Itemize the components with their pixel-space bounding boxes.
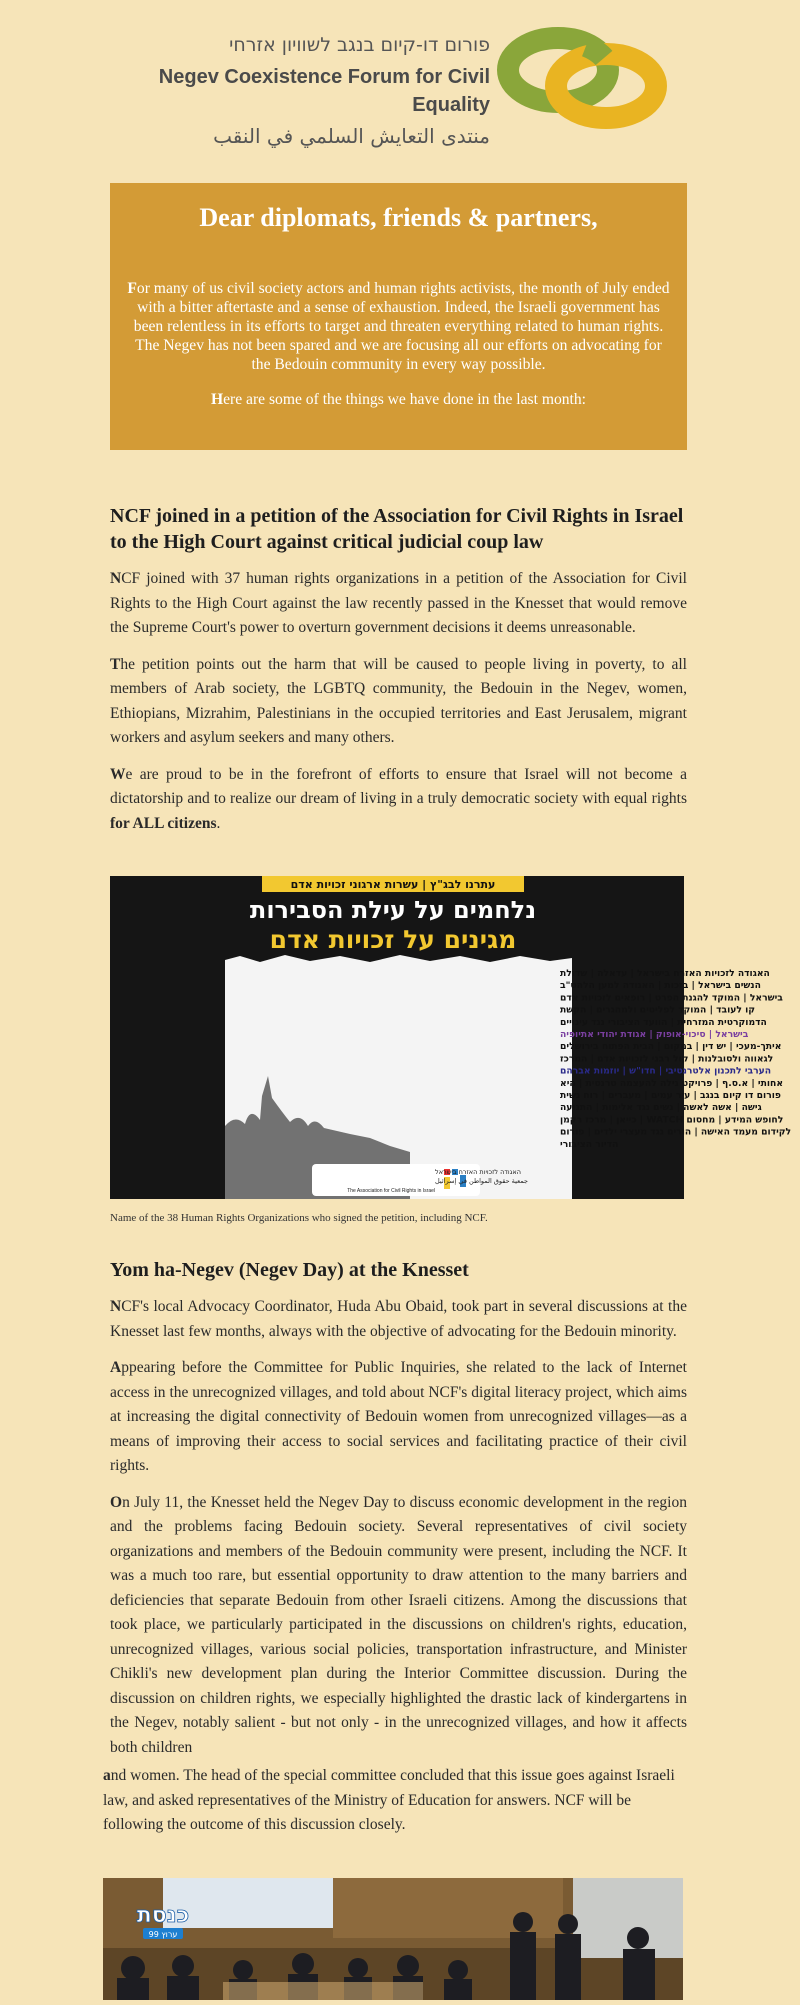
knesset-channel-logo: כנסת [136,1903,190,1928]
article-paragraph: and women. The head of the special committee concluded that this issue goes against Israeli law, and asked representatives of the Ministry of Education for answers. NCF will be following the outcome of this discussion closely. [103,1767,675,1833]
org-name-block [130,33,490,151]
article-paragraph: The petition points out the harm that will be caused to people living in poverty, to all members of Arab society, the LGBTQ community, the Bedouin in the Negev, women, Ethiopians, Mizrahim, Palestinians in the occupied territories and East Jerusalem, migrant workers and asylum seekers and many others. [110,655,687,746]
knesset-photo-graphic [103,1878,683,2000]
article-body [110,1295,687,1760]
org-name-hebrew: פורום דו-קיום בנגב לשוויון אזרחי [229,34,490,56]
poster-graphic [110,876,792,1199]
poster-orgs-list [560,968,791,1150]
text-span: . [216,814,221,832]
ncf-logo [500,28,666,128]
banner-paragraph-intro-list: Here are some of the things we have done in the last month: [210,391,587,408]
poster-org-line: לקידום מעמד האישה | הורים נגד מעצרי ילדים | פורום [560,1126,792,1138]
poster-org-line: בישראל | סיכוי-אופוק | אגודת יהודי אתיופיה [560,1029,749,1040]
poster-org-line: הערבי לתכנון אלטרנטיבי | חדו"ש | יוזמות אברהם [560,1065,772,1077]
org-name-arabic: منتدى التعايش السلمي في النقب [213,124,490,148]
knesset-channel-sub: ערוץ 99 [148,1930,178,1939]
poster-org-line: הנשים בישראל | בזכות | האגודה למען הלהט"ב [560,980,761,992]
knesset-session-photo [103,1878,683,2000]
article-paragraph: Appearing before the Committee for Public Inquiries, she related to the lack of Internet access in the unrecognized villages, and told about NCF's digital literacy project, which aims at increasing the digital connectivity of Bedouin women from unrecognized villages—as a means of improving their access to social services and facilitating practice of their civil rights. [110,1359,687,1474]
poster-org-line: פורום דו קיום בנגב | עיר עמים | מעברים | רוח נשית [560,1090,781,1101]
poster-org-line: לחופש המידע | מחסום WATCH | כייאן | מרכז רקמן [560,1114,784,1126]
article-body [110,567,687,836]
article-paragraph: On July 11, the Knesset held the Negev Day to discuss economic development in the region and the problems facing Bedouin society. Several representatives of civil society organizations and members of the Bedouin community were present, including the NCF. It was a much too rare, but essential opportunity to draw attention to the many barriers and deficiencies that separate Bedouin from other Israeli citizens. Among the discussions that took place, we particularly participated in the discussions on children's rights, education, unrecognized villages, various social policies, transportation infrastructure, and Minister Chikli's new development plan during the Interior Committee discussion. During the discussion on children rights, we especially highlighted the drastic lack of kindergartens in the Negev, notably salient - but not only - in the unrecognized villages, and how it affects both children [110,1493,687,1756]
acri-name-arabic: جمعية حقوق المواطن في إسرائيل [435,1177,529,1185]
poster-org-line: הדמוקרטית המזרחית | הוועד הציבורי נגד עינויים [560,1016,767,1028]
poster-org-line: גישה | אשה לאשה | נשים נגד אלימות | התנועה [560,1102,762,1114]
petition-poster-image [110,876,792,1199]
article-title: NCF joined in a petition of the Association for Civil Rights in Israel to the High Court against critical judicial coup law [110,505,684,553]
bold-text: for ALL citizens [110,814,217,832]
article-title: Yom ha-Negev (Negev Day) at the Knesset [110,1259,469,1281]
poster-headline: נלחמים על עילת הסבירות [249,896,537,924]
poster-org-line: הדיור הציבורי [560,1138,619,1150]
text-span: We are proud to be in the forefront of efforts to ensure that Israel will not become a dictatorship and to realize our dream of living in a truly democratic society with equal rights [110,765,687,807]
banner-heading: Dear diplomats, friends & partners, [199,203,598,232]
article-negev-day-continued [103,1764,687,1838]
poster-org-line: איתך-מעכי | יש דין | במקום | הבית הפתוח בירושלים [560,1041,782,1053]
poster-org-line: אחותי | א.ס.ף | פרויקט גילה להעצמה טרנסית | היא [560,1077,784,1089]
acri-name-hebrew: האגודה לזכויות האזרח בישראל [435,1168,521,1176]
poster-subheadline: מגינים על זכויות אדם [269,925,517,954]
article-petition [110,503,687,836]
poster-org-line: לגאווה ולסובלנות | קול רבני לזכויות אדם | המרכז [560,1053,774,1065]
org-name-english: Negev Coexistence Forum for Civil Equality [158,66,490,116]
poster-org-line: האגודה לזכויות האזרח בישראל | עדאלה | שדולת [560,968,770,979]
intro-banner [110,183,687,450]
acri-name-english: The Association for Civil Rights in Israel [347,1188,435,1194]
image-caption: Name of the 38 Human Rights Organizations who signed the petition, including NCF. [110,1212,488,1224]
article-paragraph [110,763,687,837]
poster-org-line: קו לעובד | המוקד לפליטים ולמהגרים | הקשת [560,1004,756,1016]
article-body [103,1764,687,1838]
poster-org-line: בישראל | המוקד להגנת הפרט | רופאים לזכויות אדם [560,992,783,1004]
poster-top-banner: עתרנו לבג"ץ | עשרות ארגוני זכויות אדם [290,878,496,891]
header [0,0,800,150]
article-paragraph: NCF's local Advocacy Coordinator, Huda Abu Obaid, took part in several discussions at the Knesset last few months, always with the objective of advocating for the Bedouin minority. [110,1298,687,1340]
banner-paragraph: For many of us civil society actors and human rights activists, the month of July ended with a bitter aftertaste and a sense of exhaustion. Indeed, the Israeli government has been relentless in its efforts to target and threaten everything related to human rights. The Negev has not been spared and we are focusing all our efforts on advocating for the Bedouin community in every way possible. [127,280,670,373]
article-paragraph: NCF joined with 37 human rights organizations in a petition of the Association for Civil Rights to the High Court against the law recently passed in the Knesset that would remove the Supreme Court's power to overturn government decisions it deems unreasonable. [110,570,687,636]
article-negev-day [110,1257,687,1760]
